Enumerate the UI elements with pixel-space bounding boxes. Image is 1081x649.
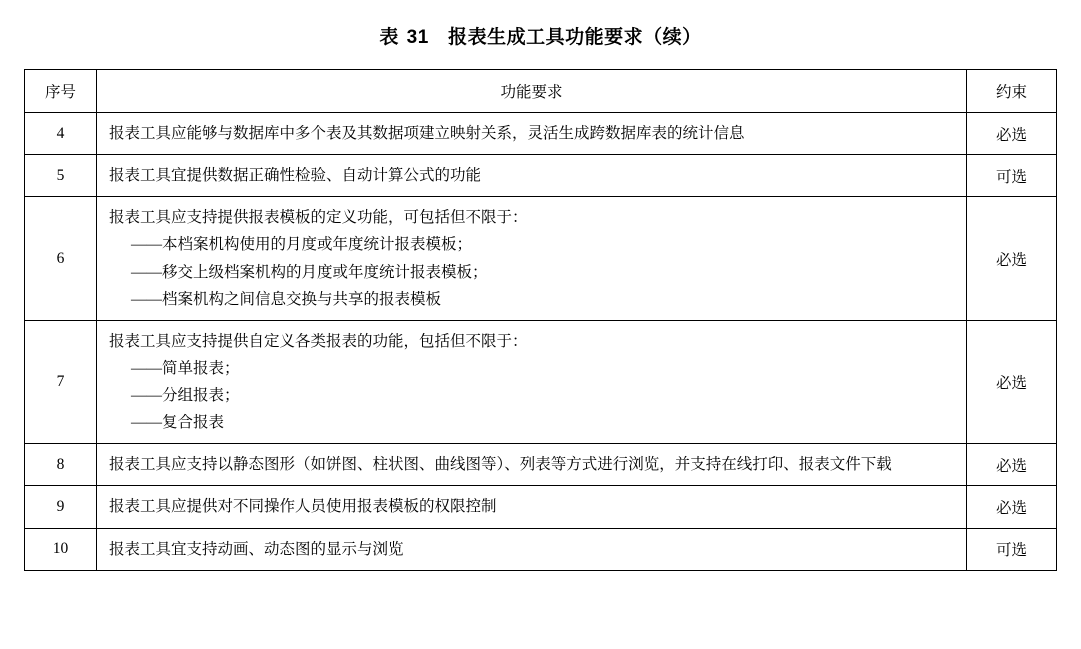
row-requirement: [97, 320, 967, 444]
row-no: 7: [25, 320, 97, 444]
requirement-subline: ——简单报表；: [131, 359, 240, 377]
requirement-subline: ——分组报表；: [131, 387, 240, 404]
table-row: [25, 320, 1057, 444]
table-body: [25, 113, 1057, 571]
table-row: [25, 197, 1057, 321]
row-constraint: 必选: [967, 320, 1057, 444]
requirement-line: 报表工具宜支持动画、动态图的显示与浏览: [109, 540, 404, 558]
row-requirement: [97, 444, 967, 486]
requirement-subline: ——复合报表: [131, 414, 225, 432]
row-requirement: [97, 155, 967, 197]
row-no: 5: [25, 155, 97, 197]
caption-number: 31: [406, 27, 429, 48]
row-no: 9: [25, 486, 97, 528]
requirement-subline: ——本档案机构使用的月度或年度统计报表模板；: [131, 236, 473, 254]
table-header-row: [25, 70, 1057, 113]
row-constraint: 必选: [967, 197, 1057, 321]
requirement-line: 报表工具宜提供数据正确性检验、自动计算公式的功能: [109, 167, 482, 185]
row-no: 8: [25, 444, 97, 486]
row-constraint: 必选: [967, 444, 1057, 486]
row-requirement: [97, 528, 967, 570]
requirement-line: 报表工具应支持提供自定义各类报表的功能，包括但不限于：: [109, 332, 528, 350]
row-no: 6: [25, 197, 97, 321]
row-constraint: 可选: [967, 155, 1057, 197]
row-no: 10: [25, 528, 97, 570]
table-row: [25, 113, 1057, 155]
table-row: [25, 155, 1057, 197]
header-no: 序号: [25, 70, 97, 113]
table-caption: [0, 0, 1081, 69]
requirement-subline: ——档案机构之间信息交换与共享的报表模板: [131, 290, 442, 308]
table-row: [25, 528, 1057, 570]
row-requirement: [97, 113, 967, 155]
row-requirement: [97, 197, 967, 321]
row-no: 4: [25, 113, 97, 155]
requirement-line: 报表工具应支持提供报表模板的定义功能，可包括但不限于：: [109, 209, 528, 227]
table-header: [25, 70, 1057, 113]
row-constraint: 必选: [967, 113, 1057, 155]
requirements-table: [24, 69, 1057, 571]
row-requirement: [97, 486, 967, 528]
requirement-line: 报表工具应支持以静态图形（如饼图、柱状图、曲线图等）、列表等方式进行浏览，并支持在线打印、报表文件下载: [109, 456, 892, 474]
row-constraint: 必选: [967, 486, 1057, 528]
requirement-subline: ——移交上级档案机构的月度或年度统计报表模板；: [131, 263, 488, 281]
table-row: [25, 486, 1057, 528]
requirement-line: 报表工具应能够与数据库中多个表及其数据项建立映射关系，灵活生成跨数据库表的统计信息: [109, 125, 745, 142]
caption-prefix: 表: [379, 27, 399, 48]
requirement-line: 报表工具应提供对不同操作人员使用报表模板的权限控制: [109, 498, 497, 516]
header-requirement: 功能要求: [97, 70, 967, 113]
table-row: [25, 444, 1057, 486]
row-constraint: 可选: [967, 528, 1057, 570]
caption-title: 报表生成工具功能要求（续）: [448, 27, 702, 48]
header-constraint: 约束: [967, 70, 1057, 113]
